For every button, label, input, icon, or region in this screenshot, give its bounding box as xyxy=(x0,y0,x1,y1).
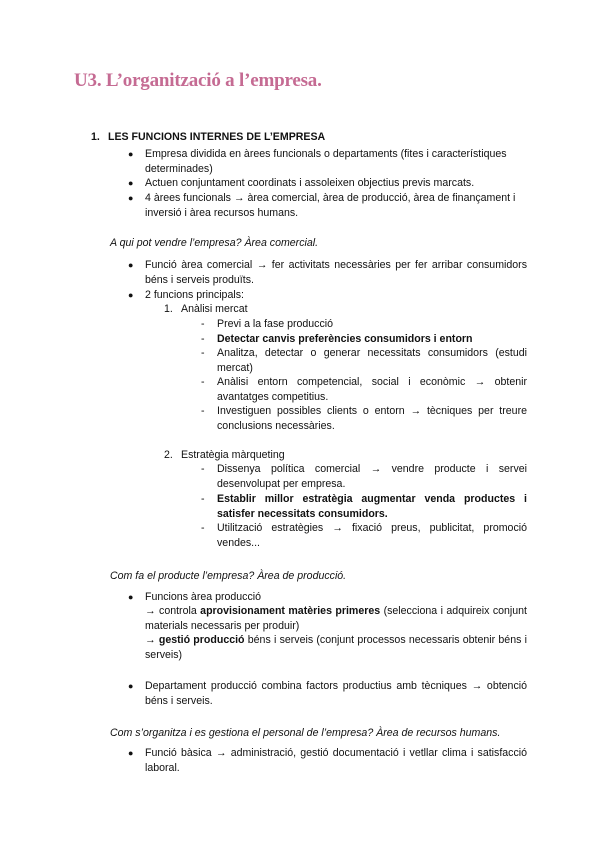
bullet-icon: ● xyxy=(128,748,134,758)
dash-icon: - xyxy=(201,347,205,359)
dash-icon: - xyxy=(201,463,205,475)
list-item: Actuen conjuntament coordinats i assoleixen objectius previs marcats. xyxy=(145,177,475,189)
list-item: Departament producció combina factors productius amb tècniques → obtenció béns i serveis. xyxy=(145,680,527,707)
arrow-text: → xyxy=(145,634,159,646)
section-question: Com fa el producte l’empresa? Àrea de producció. xyxy=(110,570,347,582)
list-item: Empresa dividida en àrees funcionals o departaments (fites i característiques determinades) xyxy=(145,148,507,175)
production-line-a xyxy=(145,604,527,633)
section-title: LES FUNCIONS INTERNES DE L’EMPRESA xyxy=(108,131,326,143)
production-line-b xyxy=(145,633,527,662)
dash-icon: - xyxy=(201,493,205,505)
sub-item: Investiguen possibles clients o entorn → tècniques per treure conclusions necessàries. xyxy=(217,405,527,432)
sub-item: Detectar canvis preferències consumidors i entorn xyxy=(217,333,473,345)
bullet-icon: ● xyxy=(128,681,134,691)
emphasis: aprovisionament matèries primeres xyxy=(200,605,381,617)
section-number: 1. xyxy=(91,131,100,143)
list-item: Funcions àrea producció xyxy=(145,591,262,603)
numbered-item-label: Anàlisi mercat xyxy=(181,303,248,315)
sub-item: Establir millor estratègia augmentar venda productes i satisfer necessitats consumidors. xyxy=(217,493,527,520)
dash-icon: - xyxy=(201,522,205,534)
numbered-item-label: Estratègia màrqueting xyxy=(181,449,285,461)
bullet-icon: ● xyxy=(128,149,134,159)
sub-item: Utilització estratègies → fixació preus, publicitat, promoció vendes... xyxy=(217,522,527,549)
bullet-icon: ● xyxy=(128,592,134,602)
sub-item: Anàlisi entorn competencial, social i econòmic → obtenir avantatges competitius. xyxy=(217,376,527,403)
numbered-item-number: 2. xyxy=(164,449,173,461)
arrow-text: → controla xyxy=(145,605,201,617)
bullet-icon: ● xyxy=(128,193,134,203)
section-question: A qui pot vendre l’empresa? Àrea comercial. xyxy=(110,237,319,249)
bullet-icon: ● xyxy=(128,260,134,270)
dash-icon: - xyxy=(201,318,205,330)
list-item: 4 àrees funcionals → àrea comercial, àrea de producció, àrea de finançament i inversió i àrea recursos humans. xyxy=(145,192,516,219)
list-item: Funció àrea comercial → fer activitats necessàries per fer arribar consumidors béns i serveis produïts. xyxy=(145,259,527,286)
page-title: U3. L’organització a l’empresa. xyxy=(74,70,322,91)
bullet-icon: ● xyxy=(128,290,134,300)
dash-icon: - xyxy=(201,376,205,388)
detail-text: béns i serveis (conjunt processos necessaris obtenir béns i serveis) xyxy=(145,634,527,661)
emphasis: gestió producció xyxy=(158,634,245,646)
numbered-item-number: 1. xyxy=(164,303,173,315)
sub-item: Analitza, detectar o generar necessitats consumidors (estudi mercat) xyxy=(217,347,527,374)
dash-icon: - xyxy=(201,333,205,345)
dash-icon: - xyxy=(201,405,205,417)
sub-item: Previ a la fase producció xyxy=(217,318,334,330)
sub-item: Dissenya política comercial → vendre producte i servei desenvolupat per empresa. xyxy=(217,463,527,490)
bullet-icon: ● xyxy=(128,178,134,188)
list-item: Funció bàsica → administració, gestió documentació i vetllar clima i satisfacció laboral. xyxy=(145,747,527,774)
list-item: 2 funcions principals: xyxy=(145,289,244,301)
section-heading xyxy=(91,130,325,145)
section-question: Com s’organitza i es gestiona el personal de l’empresa? Àrea de recursos humans. xyxy=(110,727,501,739)
detail-text: (selecciona i adquireix conjunt materials necessaris per produir) xyxy=(145,605,527,632)
